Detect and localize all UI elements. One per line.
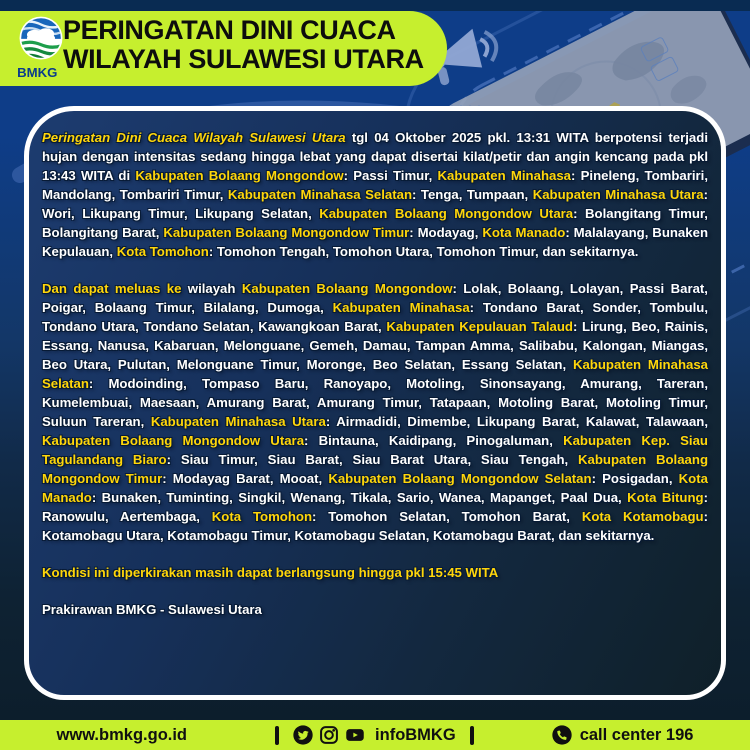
website-link[interactable]: www.bmkg.go.id <box>56 725 188 744</box>
text-segment: : Bunaken, Tuminting, Singkil, Wenang, Tikala, Sario, Wanea, Mapanget, Paal Dua, <box>91 490 628 505</box>
footer-divider <box>470 726 474 745</box>
text-segment: : Bolangitang Timur, Bolangitang Barat, <box>42 206 708 240</box>
text-segment: Kabupaten Bolaang Mongondow Timur <box>42 452 709 486</box>
text-segment: : Lirung, Beo, Rainis, Essang, Nanusa, Kabaruan, Melonguane, Gemeh, Damau, Tampan Amma, Salibabu, Kalongan, Miangas, Beo Utara, Pulutan, Melonguane Timur, Moronge, Beo Selatan, Essang Selatan, <box>42 319 709 372</box>
warning-paragraph-expansion <box>42 279 708 545</box>
text-segment: tgl 04 Oktober 2025 pkl. 13:31 WITA berpotensi terjadi hujan dengan intensitas sedang hingga lebat yang dapat disertai kilat/petir dan angin kencang pada pkl 13:43 WITA di <box>42 130 708 183</box>
text-segment: Kabupaten Bolaang Mongondow <box>241 281 453 296</box>
text-segment: Kabupaten Minahasa Utara <box>532 187 704 202</box>
youtube-icon[interactable] <box>345 725 365 745</box>
header-banner <box>0 11 447 86</box>
text-segment: : Modoinding, Tompaso Baru, Ranoyapo, Motoling, Sinonsayang, Amurang, Tareran, Kumelembuai, Maesaan, Amurang Barat, Amurang Timur, Tatapaan, Motoling Barat, Motoling Timur, Suluun Tareran, <box>42 376 708 429</box>
social-handle[interactable]: infoBMKG <box>375 725 456 744</box>
text-segment: Kabupaten Minahasa Selatan <box>42 357 708 391</box>
text-segment: Kota Tomohon <box>116 244 209 259</box>
text-segment: Peringatan Dini Cuaca Wilayah Sulawesi Utara <box>42 130 346 145</box>
warning-panel <box>24 106 726 700</box>
bmkg-logo <box>16 15 66 86</box>
text-segment: : Modayag, <box>409 225 483 240</box>
text-segment: : Tenga, Tumpaan, <box>412 187 533 202</box>
text-segment: Kota Kotamobagu <box>581 509 704 524</box>
text-segment: Kabupaten Minahasa Utara <box>150 414 326 429</box>
text-segment: Kabupaten Bolaang Mongondow Timur <box>163 225 410 240</box>
text-segment: : Wori, Likupang Timur, Likupang Selatan, <box>42 187 709 221</box>
top-strip <box>0 0 750 11</box>
text-segment: : Bintauna, Kaidipang, Pinogaluman, <box>304 433 564 448</box>
text-segment: Kabupaten Kep. Siau Tagulandang Biaro <box>42 433 708 467</box>
text-segment: Kabupaten Minahasa Selatan <box>227 187 413 202</box>
text-segment: : Posigadan, <box>591 471 679 486</box>
text-segment: Kabupaten Bolaang Mongondow Utara <box>42 433 305 448</box>
call-center-label: call center 196 <box>579 725 694 744</box>
text-segment: : Pineleng, Tombariri, Mandolang, Tombariri Timur, <box>42 168 708 202</box>
text-segment: : Tomohon Tengah, Tomohon Utara, Tomohon Timur, dan sekitarnya. <box>208 244 639 259</box>
text-segment: : Airmadidi, Dimembe, Likupang Barat, Kalawat, Talawaan, <box>325 414 708 429</box>
warning-paragraph-initial <box>42 128 708 261</box>
footer-bar <box>0 720 750 750</box>
text-segment: Kota Manado <box>482 225 566 240</box>
text-segment: : Malalayang, Bunaken Kepulauan, <box>42 225 708 259</box>
instagram-icon[interactable] <box>319 725 339 745</box>
text-segment: : Siau Timur, Siau Barat, Siau Barat Utara, Siau Tengah, <box>166 452 579 467</box>
text-segment: Kota Bitung <box>627 490 704 505</box>
text-segment: : Tomohon Selatan, Tomohon Barat, <box>312 509 582 524</box>
title-line-1: PERINGATAN DINI CUACA <box>63 15 396 45</box>
text-segment: : Passi Timur, <box>343 168 438 183</box>
text-segment: Kabupaten Kepulauan Talaud <box>386 319 573 334</box>
text-segment: : Lolak, Bolaang, Lolayan, Passi Barat, Poigar, Bolaang Timur, Bilalang, Dumoga, <box>42 281 708 315</box>
text-segment: Kabupaten Minahasa <box>437 168 572 183</box>
page-title <box>63 16 424 74</box>
text-segment: : Tondano Barat, Sonder, Tombulu, Tondano Utara, Tondano Selatan, Kawangkoan Barat, <box>42 300 708 334</box>
text-segment: : Modayag Barat, Mooat, <box>162 471 329 486</box>
text-segment: Kabupaten Bolaang Mongondow Utara <box>319 206 574 221</box>
text-segment: Kabupaten Minahasa <box>332 300 470 315</box>
title-line-2: WILAYAH SULAWESI UTARA <box>63 44 424 74</box>
text-segment: Kabupaten Bolaang Mongondow <box>135 168 344 183</box>
text-segment: Kabupaten Bolaang Mongondow Selatan <box>328 471 592 486</box>
text-segment: Kota Manado <box>42 471 708 505</box>
text-segment: Dan dapat meluas ke <box>42 281 182 296</box>
text-segment: Kota Tomohon <box>211 509 313 524</box>
text-segment: : Kotamobagu Utara, Kotamobagu Timur, Kotamobagu Selatan, Kotamobagu Barat, dan sekitarnya. <box>42 509 708 543</box>
forecaster-signature: Prakirawan BMKG - Sulawesi Utara <box>42 602 262 617</box>
duration-note: Kondisi ini diperkirakan masih dapat berlangsung hingga pkl 15:45 WITA <box>42 565 499 580</box>
phone-icon <box>552 725 572 745</box>
text-segment: wilayah <box>181 281 242 296</box>
text-segment: : Ranowulu, Aertembaga, <box>42 490 708 524</box>
twitter-icon[interactable] <box>293 725 313 745</box>
svg-text:BMKG: BMKG <box>17 64 58 80</box>
footer-divider <box>275 726 279 745</box>
